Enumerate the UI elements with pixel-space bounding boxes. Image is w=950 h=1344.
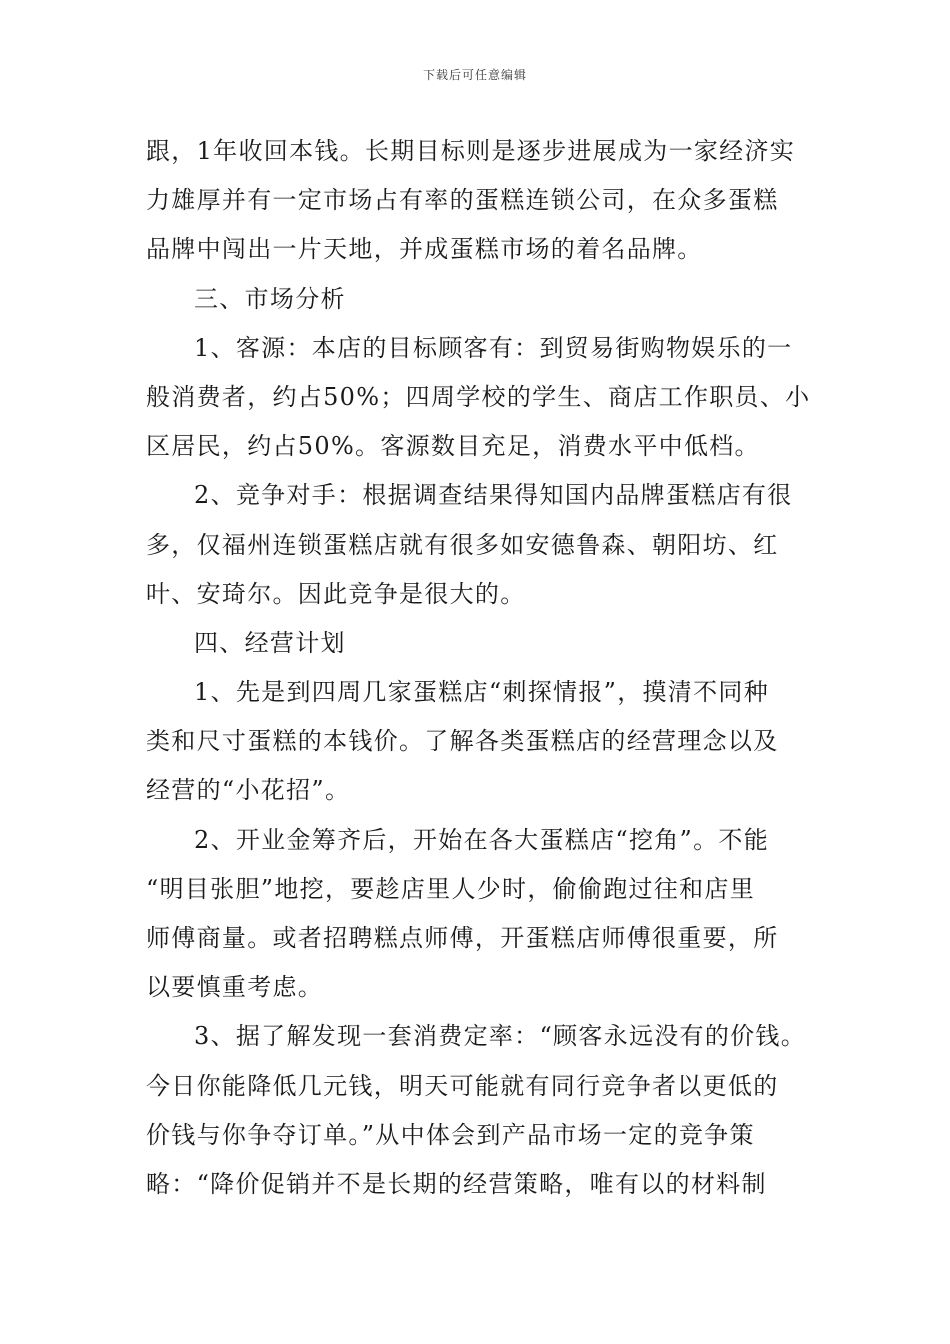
section-heading-business-plan: 四、经营计划: [194, 628, 346, 657]
text-line: 多，仅福州连锁蛋糕店就有很多如安德鲁森、朝阳坊、红: [146, 530, 779, 559]
text-line: 3、据了解发现一套消费定率：“顾客永远没有的价钱。: [194, 1022, 807, 1051]
text-line: “明目张胆”地挖，要趁店里人少时，偷偷跑过往和店里: [146, 874, 756, 903]
text-line: 力雄厚并有一定市场占有率的蛋糕连锁公司，在众多蛋糕: [146, 186, 779, 215]
text-line: 经营的“小花招”。: [146, 776, 351, 805]
text-line: 1、客源：本店的目标顾客有：到贸易街购物娱乐的一: [194, 333, 793, 362]
text-line: 师傅商量。或者招聘糕点师傅，开蛋糕店师傅很重要，所: [146, 924, 779, 952]
text-line: 2、竞争对手：根据调查结果得知国内品牌蛋糕店有很: [194, 481, 793, 510]
text-line: 以要慎重考虑。: [146, 973, 324, 1002]
text-line: 类和尺寸蛋糕的本钱价。了解各类蛋糕店的经营理念以及: [146, 727, 779, 756]
page-header-note: 下载后可任意编辑: [422, 68, 527, 82]
text-line: 般消费者，约占50%；四周学校的学生、商店工作职员、小: [146, 382, 811, 411]
section-heading-market-analysis: 三、市场分析: [194, 284, 346, 313]
text-line: 1、先是到四周几家蛋糕店“刺探情报”，摸清不同种: [194, 678, 770, 707]
text-line: 今日你能降低几元钱，明天可能就有同行竞争者以更低的: [146, 1071, 779, 1100]
text-line: 品牌中闯出一片天地，并成蛋糕市场的着名品牌。: [146, 235, 703, 264]
text-line: 叶、安琦尔。因此竞争是很大的。: [146, 579, 526, 608]
document-body: [146, 127, 810, 1209]
text-line: 价钱与你争夺订单。”从中体会到产品市场一定的竞争策: [146, 1120, 755, 1149]
text-line: 跟，1年收回本钱。长期目标则是逐步进展成为一家经济实: [146, 137, 796, 165]
text-line: 略：“降价促销并不是长期的经营策略，唯有以的材料制: [146, 1169, 767, 1198]
text-line: 区居民，约占50%。客源数目充足，消费水平中低档。: [146, 432, 760, 461]
text-line: 2、开业金筹齐后，开始在各大蛋糕店“挖角”。不能: [194, 825, 770, 854]
